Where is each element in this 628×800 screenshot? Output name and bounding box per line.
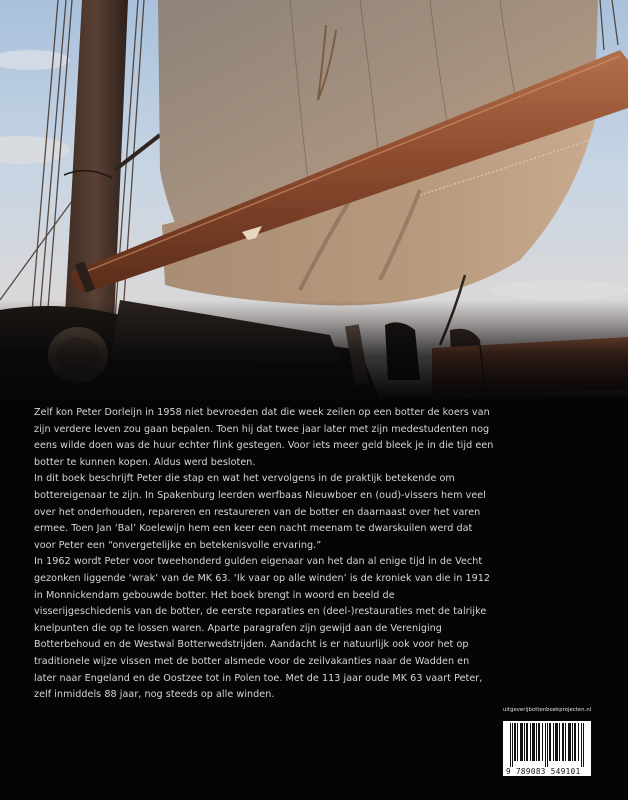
isbn-digits: 9 789083 549101 [506,767,581,776]
publisher-url: uitgeverijbottenboekprojecten.nl [503,707,592,713]
blurb-paragraph-3: In 1962 wordt Peter voor tweehonderd gulden eigenaar van het dan al enige tijd in de Vecht gezonken liggende ‘wrak’ van de MK 63. ‘Ik vaar op alle winden’ is de kroniek van die in 1912 in Monnickendam gebouwde botter. Het boek brengt in woord en beeld de visserijgeschiedenis van de botter, de eerste reparaties en (deel-)restauraties met de talrijke knelpunten die op te lossen waren. Aparte paragrafen zijn gewijd aan de Vereniging Botterbehoud en de Westwal Botterwedstrijden. Aandacht is er natuurlijk ook voor het op traditionele wijze vissen met de botter alsmede voor de zeilvakanties naar de Wadden en later naar Engeland en de Oostzee tot in Polen toe. Met de 113 jaar oude MK 63 vaart Peter, zelf inmiddels 88 jaar, nog steeds op alle winden. [34,556,491,701]
blurb-paragraph-2: In dit boek beschrijft Peter die stap en wat het vervolgens in de praktijk betekende om bottereigenaar te zijn. In Spakenburg leerden werfbaas Nieuwboer en (oud)-vissers hem veel over het onderhouden, repareren en restaureren van de botter en daarnaast over het varen ermee. Toen Jan ‘Bal’ Koelewijn hem een keer een nacht meenam te dwarskuilen werd dat voor Peter een “onvergetelijke en betekenisvolle ervaring.” [34,473,486,551]
barcode-bars [508,723,586,767]
back-cover-blurb [34,405,494,704]
isbn-barcode [503,721,591,776]
blurb-paragraph-1: Zelf kon Peter Dorleijn in 1958 niet bevroeden dat die week zeilen op een botter de koers van zijn verdere leven zou gaan bepalen. Toen hij dat twee jaar later met zijn medestudenten nog eens wilde doen was de huur echter flink gestegen. Voor iets meer geld bleek je in die tijd een botter te kunnen kopen. Aldus werd besloten. [34,407,494,468]
